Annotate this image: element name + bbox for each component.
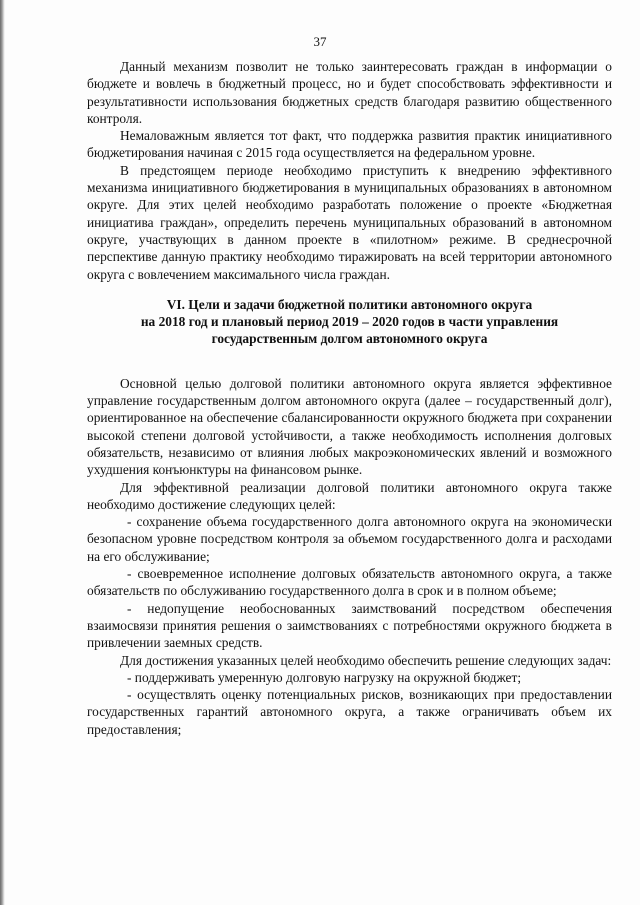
list-item: - недопущение необоснованных заимствований посредством обеспечения взаимосвязи принятия решения о заимствованиях с потребностями окружного бюджета в привлечении заемных средств.: [87, 600, 612, 651]
document-body: [87, 58, 612, 738]
list-item: - сохранение объема государственного долга автономного округа на экономически безопасном уровне посредством контроля за объемом государственного долга и расходами на его обслуживание;: [87, 514, 612, 564]
paragraph: Для достижения указанных целей необходимо обеспечить решение следующих задач:: [120, 652, 612, 668]
scan-edge-shadow: [0, 0, 5, 905]
list-item: - осуществлять оценку потенциальных рисков, возникающих при предоставлении государственных гарантий автономного округа, а также ограничивать объем их предоставления;: [87, 687, 612, 737]
paragraph: Немаловажным является тот факт, что поддержка развития практик инициативного бюджетирования начиная с 2015 года осуществляется на федеральном уровне.: [87, 128, 612, 161]
paragraph: Основной целью долговой политики автономного округа является эффективное управление государственным долгом автономного округа (далее – государственный долг), ориентированное на обеспечение сбалансированности окружного бюджета при сохранении высокой степени долговой устойчивости, а также необходимость исполнения долговых обязательств, независимо от влияния любых макроэкономических явлений и возможного ухудшения конъюнктуры на финансовом рынке.: [87, 375, 612, 478]
paragraph: В предстоящем периоде необходимо приступить к внедрению эффективного механизма инициативного бюджетирования в муниципальных образованиях в автономном округе. Для этих целей необходимо разработать положение о проекте «Бюджетная инициатива граждан», определить перечень муниципальных образований в автономном округе, участвующих в данном проекте в «пилотном» режиме. В среднесрочной перспективе данную практику необходимо тиражировать на всей территории автономного округа с вовлечением максимального числа граждан.: [87, 162, 612, 282]
section-heading: [87, 296, 612, 348]
list-item: - поддерживать умеренную долговую нагрузку на окружной бюджет;: [127, 669, 522, 685]
section-heading-line: государственным долгом автономного округа: [211, 331, 488, 347]
page-number: 37: [313, 34, 327, 49]
section-heading-line: VI. Цели и задачи бюджетной политики автономного округа: [166, 296, 533, 312]
paragraph: Для эффективной реализации долговой политики автономного округа также необходимо достижение следующих целей:: [87, 479, 612, 512]
paragraph: Данный механизм позволит не только заинтересовать граждан в информации о бюджете и вовлечь в бюджетный процесс, но и будет способствовать эффективности и результативности использования бюджетных средств благодаря развитию общественного контроля.: [87, 59, 612, 126]
list-item: - своевременное исполнение долговых обязательств автономного округа, а также обязательств по обслуживанию государственного долга в срок и в полном объеме;: [87, 566, 612, 599]
section-heading-line: на 2018 год и плановый период 2019 – 2020 годов в части управления: [140, 314, 559, 330]
